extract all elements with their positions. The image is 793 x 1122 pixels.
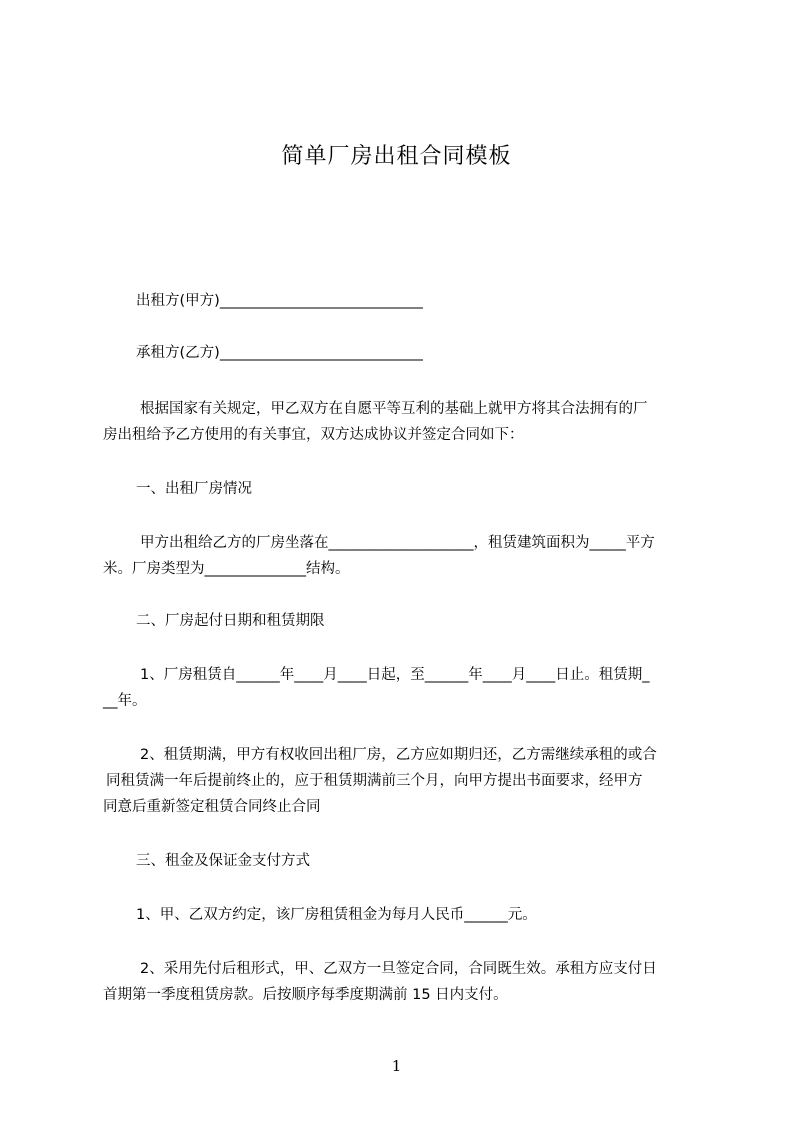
section3-item2-line: 2、采用先付后租形式，甲、乙双方一旦签定合同，合同既生效。承租方应支付日 (140, 961, 657, 977)
intro-paragraph-line: 根据国家有关规定，甲乙双方在自愿平等互利的基础上就甲方将其合法拥有的厂 (140, 401, 648, 417)
intro-paragraph-line: 房出租给予乙方使用的有关事宜，双方达成协议并签定合同如下： (103, 427, 524, 443)
document-title: 简单厂房出租合同模板 (281, 144, 512, 169)
section1-paragraph-line: 甲方出租给乙方的厂房坐落在____________________，租赁建筑面积为_____平方 (140, 535, 655, 551)
section-heading: 一、出租厂房情况 (136, 481, 252, 497)
section-heading: 二、厂房起付日期和租赁期限 (136, 613, 325, 629)
section2-item1-line: 1、厂房租赁自______年____月____日起，至______年____月____日止。租赁期_ (140, 667, 650, 683)
section2-item2-line: 同租赁满一年后提前终止的，应于租赁期满前三个月，向甲方提出书面要求，经甲方 (106, 773, 643, 789)
section2-item2-line: 2、租赁期满，甲方有权收回出租厂房，乙方应如期归还，乙方需继续承租的或合 (140, 747, 657, 763)
section-heading: 三、租金及保证金支付方式 (136, 853, 310, 869)
section2-item1-line: __年。 (103, 693, 147, 709)
section3-item2-line: 首期第一季度租赁房款。后按顺序每季度期满前 15 日内支付。 (103, 987, 508, 1003)
page-number: 1 (391, 1057, 402, 1075)
section3-item1-line: 1、甲、乙双方约定，该厂房租赁租金为每月人民币______元。 (136, 907, 537, 923)
lessee-line: 承租方(乙方)____________________________ (136, 345, 423, 361)
lessor-line: 出租方(甲方)____________________________ (136, 293, 423, 309)
section2-item2-line: 同意后重新签定租赁合同终止合同 (103, 799, 321, 815)
section1-paragraph-line: 米。厂房类型为______________结构。 (103, 561, 350, 577)
